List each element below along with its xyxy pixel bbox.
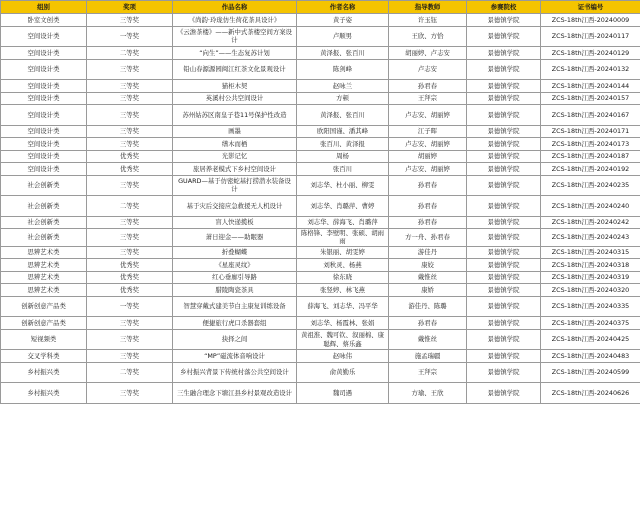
cell-author: 张百川、黄泽报 [297,138,389,151]
table-row [1,14,640,27]
table-row [1,175,640,196]
cell-group: 空间设计类 [1,26,87,47]
cell-group: 空间设计类 [1,59,87,80]
cell-title: 旅居养老模式下乡村空间设计 [173,163,297,176]
cell-group: 社会创新类 [1,229,87,247]
cell-group: 短视频类 [1,329,87,350]
cell-author: 黄祖淮、魏可钦、叙丽棉、康聪辉、蔡乐鑫 [297,329,389,350]
cell-group: 空间设计类 [1,163,87,176]
cell-author: 黄子姿 [297,14,389,27]
cell-group: 思辨艺术类 [1,284,87,297]
cell-school: 景德镇学院 [467,125,541,138]
cell-author: 刘志华、肖璐萍、曹婷 [297,196,389,217]
cell-group: 社会创新类 [1,216,87,229]
cell-teacher: 胡丽婷 [389,150,467,163]
cell-cert: ZCS-18th江西-20240335 [541,296,640,317]
cell-group: 乡村振兴类 [1,383,87,404]
cell-school: 景德镇学院 [467,47,541,60]
cell-title: 光影记忆 [173,150,297,163]
header-award: 奖项 [87,1,173,14]
cell-school: 景德镇学院 [467,362,541,383]
cell-teacher: 江子晖 [389,125,467,138]
table-row [1,59,640,80]
cell-school: 景德镇学院 [467,246,541,259]
header-group: 组别 [1,1,87,14]
table-row [1,383,640,404]
cell-group: 空间设计类 [1,105,87,126]
cell-title: 缮木而栖 [173,138,297,151]
cell-school: 景德镇学院 [467,14,541,27]
cell-school: 景德镇学院 [467,175,541,196]
cell-title: 铅山春源源园闽江红茶文化景观设计 [173,59,297,80]
cell-group: 创新创意产品类 [1,317,87,330]
cell-group: 空间设计类 [1,125,87,138]
cell-teacher: 方一舟、孙君春 [389,229,467,247]
cell-award: 优秀奖 [87,259,173,272]
cell-title: 《云澹茶楼》——新中式茶楼空间方案设计 [173,26,297,47]
cell-school: 景德镇学院 [467,163,541,176]
cell-title: 折叠蝴蝶 [173,246,297,259]
cell-teacher: 胡丽婷、卢志安 [389,47,467,60]
cell-teacher: 卢志安、胡丽婷 [389,105,467,126]
cell-author: 黄泽报、张百川 [297,105,389,126]
table-row [1,362,640,383]
cell-cert: ZCS-18th江西-20240132 [541,59,640,80]
cell-cert: ZCS-18th江西-20240129 [541,47,640,60]
cell-school: 景德镇学院 [467,317,541,330]
cell-title: “向生”——生态复苏计划 [173,47,297,60]
header-cert: 证书编号 [541,1,640,14]
cell-teacher: 方瑜、王欣 [389,383,467,404]
table-row [1,163,640,176]
cell-author: 陈剑峰 [297,59,389,80]
cell-author: 欧阳国谨、潘其峰 [297,125,389,138]
cell-cert: ZCS-18th江西-20240242 [541,216,640,229]
cell-group: 思辨艺术类 [1,271,87,284]
cell-cert: ZCS-18th江西-20240319 [541,271,640,284]
table-row [1,246,640,259]
table-row [1,317,640,330]
cell-teacher: 孙君春 [389,80,467,93]
cell-group: 思辨艺术类 [1,259,87,272]
table-row [1,196,640,217]
cell-award: 三等奖 [87,317,173,330]
cell-school: 景德镇学院 [467,296,541,317]
cell-title: 便捷旅行虎口杀器套组 [173,317,297,330]
table-row [1,105,640,126]
header-teacher: 指导教师 [389,1,467,14]
cell-award: 三等奖 [87,350,173,363]
cell-school: 景德镇学院 [467,138,541,151]
cell-cert: ZCS-18th江西-20240240 [541,196,640,217]
cell-group: 思辨艺术类 [1,246,87,259]
cell-author: 黄泽报、张百川 [297,47,389,60]
cell-teacher: 游佳丹、陈璐 [389,296,467,317]
cell-group: 社会创新类 [1,196,87,217]
cell-teacher: 戴惟丝 [389,329,467,350]
cell-group: 卧室文创类 [1,14,87,27]
cell-cert: ZCS-18th江西-20240187 [541,150,640,163]
cell-teacher: 孙君春 [389,196,467,217]
table-row [1,216,640,229]
cell-author: 周杨 [297,150,389,163]
cell-author: 刘秋灵、杨燕 [297,259,389,272]
cell-group: 创新创意产品类 [1,296,87,317]
cell-teacher: 游佳丹 [389,246,467,259]
table-row [1,92,640,105]
table-row [1,296,640,317]
cell-award: 三等奖 [87,59,173,80]
cell-title: 画墨 [173,125,297,138]
cell-author: 朱银丽、胡雯婷 [297,246,389,259]
cell-award: 一等奖 [87,26,173,47]
cell-teacher: 施孟瑞疆 [389,350,467,363]
cell-teacher: 王拜宗 [389,92,467,105]
cell-award: 优秀奖 [87,271,173,284]
cell-title: 英溪村公共空间设计 [173,92,297,105]
cell-award: 三等奖 [87,105,173,126]
cell-award: 三等奖 [87,175,173,196]
cell-award: 三等奖 [87,229,173,247]
cell-teacher: 戴惟丝 [389,271,467,284]
cell-award: 二等奖 [87,196,173,217]
cell-author: 陈格锋、李壁明、张硕、胡雨雨 [297,229,389,247]
cell-award: 三等奖 [87,246,173,259]
cell-cert: ZCS-18th江西-20240243 [541,229,640,247]
cell-teacher: 孙君春 [389,216,467,229]
cell-cert: ZCS-18th江西-20240318 [541,259,640,272]
cell-school: 景德镇学院 [467,329,541,350]
cell-school: 景德镇学院 [467,284,541,297]
header-school: 参赛院校 [467,1,541,14]
cell-cert: ZCS-18th江西-20240117 [541,26,640,47]
cell-cert: ZCS-18th江西-20240157 [541,92,640,105]
cell-award: 优秀奖 [87,163,173,176]
cell-author: 张竖婷、林飞燕 [297,284,389,297]
cell-cert: ZCS-18th江西-20240626 [541,383,640,404]
cell-title: 智慧穿戴式建美节白主康复训练设备 [173,296,297,317]
table-row [1,80,640,93]
cell-school: 景德镇学院 [467,383,541,404]
cell-school: 景德镇学院 [467,350,541,363]
cell-award: 二等奖 [87,362,173,383]
cell-cert: ZCS-18th江西-20240483 [541,350,640,363]
cell-award: 优秀奖 [87,150,173,163]
cell-title: 《星座灵纹》 [173,259,297,272]
table-row [1,26,640,47]
cell-award: 优秀奖 [87,284,173,297]
cell-teacher: 王欣、方恰 [389,26,467,47]
table-row [1,125,640,138]
header-title: 作品名称 [173,1,297,14]
cell-title: 盲人快递揽板 [173,216,297,229]
cell-award: 二等奖 [87,47,173,60]
cell-group: 社会创新类 [1,175,87,196]
table-row [1,47,640,60]
cell-cert: ZCS-18th江西-20240144 [541,80,640,93]
cell-title: 红心垂廊引导路 [173,271,297,284]
table-row [1,329,640,350]
cell-teacher: 卢志安 [389,59,467,80]
cell-award: 三等奖 [87,329,173,350]
table-row [1,350,640,363]
cell-author: 徐东晓 [297,271,389,284]
cell-title: 苏州姑苏区南皇子巷11号保护性改造 [173,105,297,126]
cell-title: 乡村振兴背景下传统村落公共空间设计 [173,362,297,383]
cell-teacher: 许玉钰 [389,14,467,27]
cell-cert: ZCS-18th江西-20240599 [541,362,640,383]
table-row [1,259,640,272]
cell-cert: ZCS-18th江西-20240009 [541,14,640,27]
cell-title: 三生融合理念下塘江县乡村景观改造设计 [173,383,297,404]
cell-author: 张百川 [297,163,389,176]
cell-group: 交叉学科类 [1,350,87,363]
cell-cert: ZCS-18th江西-20240173 [541,138,640,151]
cell-award: 三等奖 [87,383,173,404]
table-row [1,271,640,284]
cell-school: 景德镇学院 [467,216,541,229]
cell-cert: ZCS-18th江西-20240375 [541,317,640,330]
cell-group: 空间设计类 [1,80,87,93]
cell-title: 抉择之间 [173,329,297,350]
cell-award: 三等奖 [87,80,173,93]
cell-group: 空间设计类 [1,92,87,105]
cell-teacher: 康娇 [389,284,467,297]
cell-group: 乡村振兴类 [1,362,87,383]
table-row [1,284,640,297]
cell-group: 空间设计类 [1,138,87,151]
cell-award: 三等奖 [87,14,173,27]
cell-author: 赵咏兰 [297,80,389,93]
cell-author: 俞黄勤乐 [297,362,389,383]
cell-author: 魏司遇 [297,383,389,404]
cell-author: 刘志华、杜小丽、柳雯 [297,175,389,196]
cell-cert: ZCS-18th江西-20240192 [541,163,640,176]
cell-school: 景德镇学院 [467,229,541,247]
cell-title: 腊陵陶瓷茶具 [173,284,297,297]
cell-award: 三等奖 [87,92,173,105]
cell-cert: ZCS-18th江西-20240235 [541,175,640,196]
cell-teacher: 卢志安、胡丽婷 [389,138,467,151]
cell-school: 景德镇学院 [467,26,541,47]
cell-teacher: 孙君春 [389,317,467,330]
cell-teacher: 卢志安、胡丽婷 [389,163,467,176]
table-row [1,229,640,247]
cell-title: 猫柜木契 [173,80,297,93]
cell-school: 景德镇学院 [467,271,541,284]
cell-cert: ZCS-18th江西-20240167 [541,105,640,126]
cell-teacher: 康姣 [389,259,467,272]
cell-school: 景德镇学院 [467,105,541,126]
cell-school: 景德镇学院 [467,92,541,105]
cell-school: 景德镇学院 [467,196,541,217]
cell-award: 一等奖 [87,296,173,317]
cell-title: GUARD—基于仿密蛇基打捞潜水装备设计 [173,175,297,196]
cell-school: 景德镇学院 [467,150,541,163]
cell-author: 薛海飞、刘志华、冯平华 [297,296,389,317]
cell-school: 景德镇学院 [467,59,541,80]
cell-title: 基于灾后交接应急救援无人机设计 [173,196,297,217]
table-row [1,150,640,163]
table-row [1,138,640,151]
cell-group: 空间设计类 [1,47,87,60]
cell-group: 空间设计类 [1,150,87,163]
cell-school: 景德镇学院 [467,80,541,93]
cell-author: 刘志华、薛海飞、肖璐萍 [297,216,389,229]
cell-school: 景德镇学院 [467,259,541,272]
cell-teacher: 王拜宗 [389,362,467,383]
cell-award: 三等奖 [87,125,173,138]
cell-author: 赵咏伟 [297,350,389,363]
cell-award: 三等奖 [87,216,173,229]
cell-title: 萧日迎金——助眠器 [173,229,297,247]
cell-teacher: 孙君春 [389,175,467,196]
header-author: 作者名称 [297,1,389,14]
cell-author: 方顿 [297,92,389,105]
cell-award: 三等奖 [87,138,173,151]
cell-title: “MP”磁流体音响设计 [173,350,297,363]
cell-cert: ZCS-18th江西-20240315 [541,246,640,259]
cell-cert: ZCS-18th江西-20240425 [541,329,640,350]
table-header-row [1,1,640,14]
cell-author: 刘志华、杨霞林、张娟 [297,317,389,330]
cell-cert: ZCS-18th江西-20240171 [541,125,640,138]
cell-cert: ZCS-18th江西-20240320 [541,284,640,297]
cell-title: 《尚韵·玲珑仿生荷花茶具设计》 [173,14,297,27]
cell-author: 卢顺男 [297,26,389,47]
